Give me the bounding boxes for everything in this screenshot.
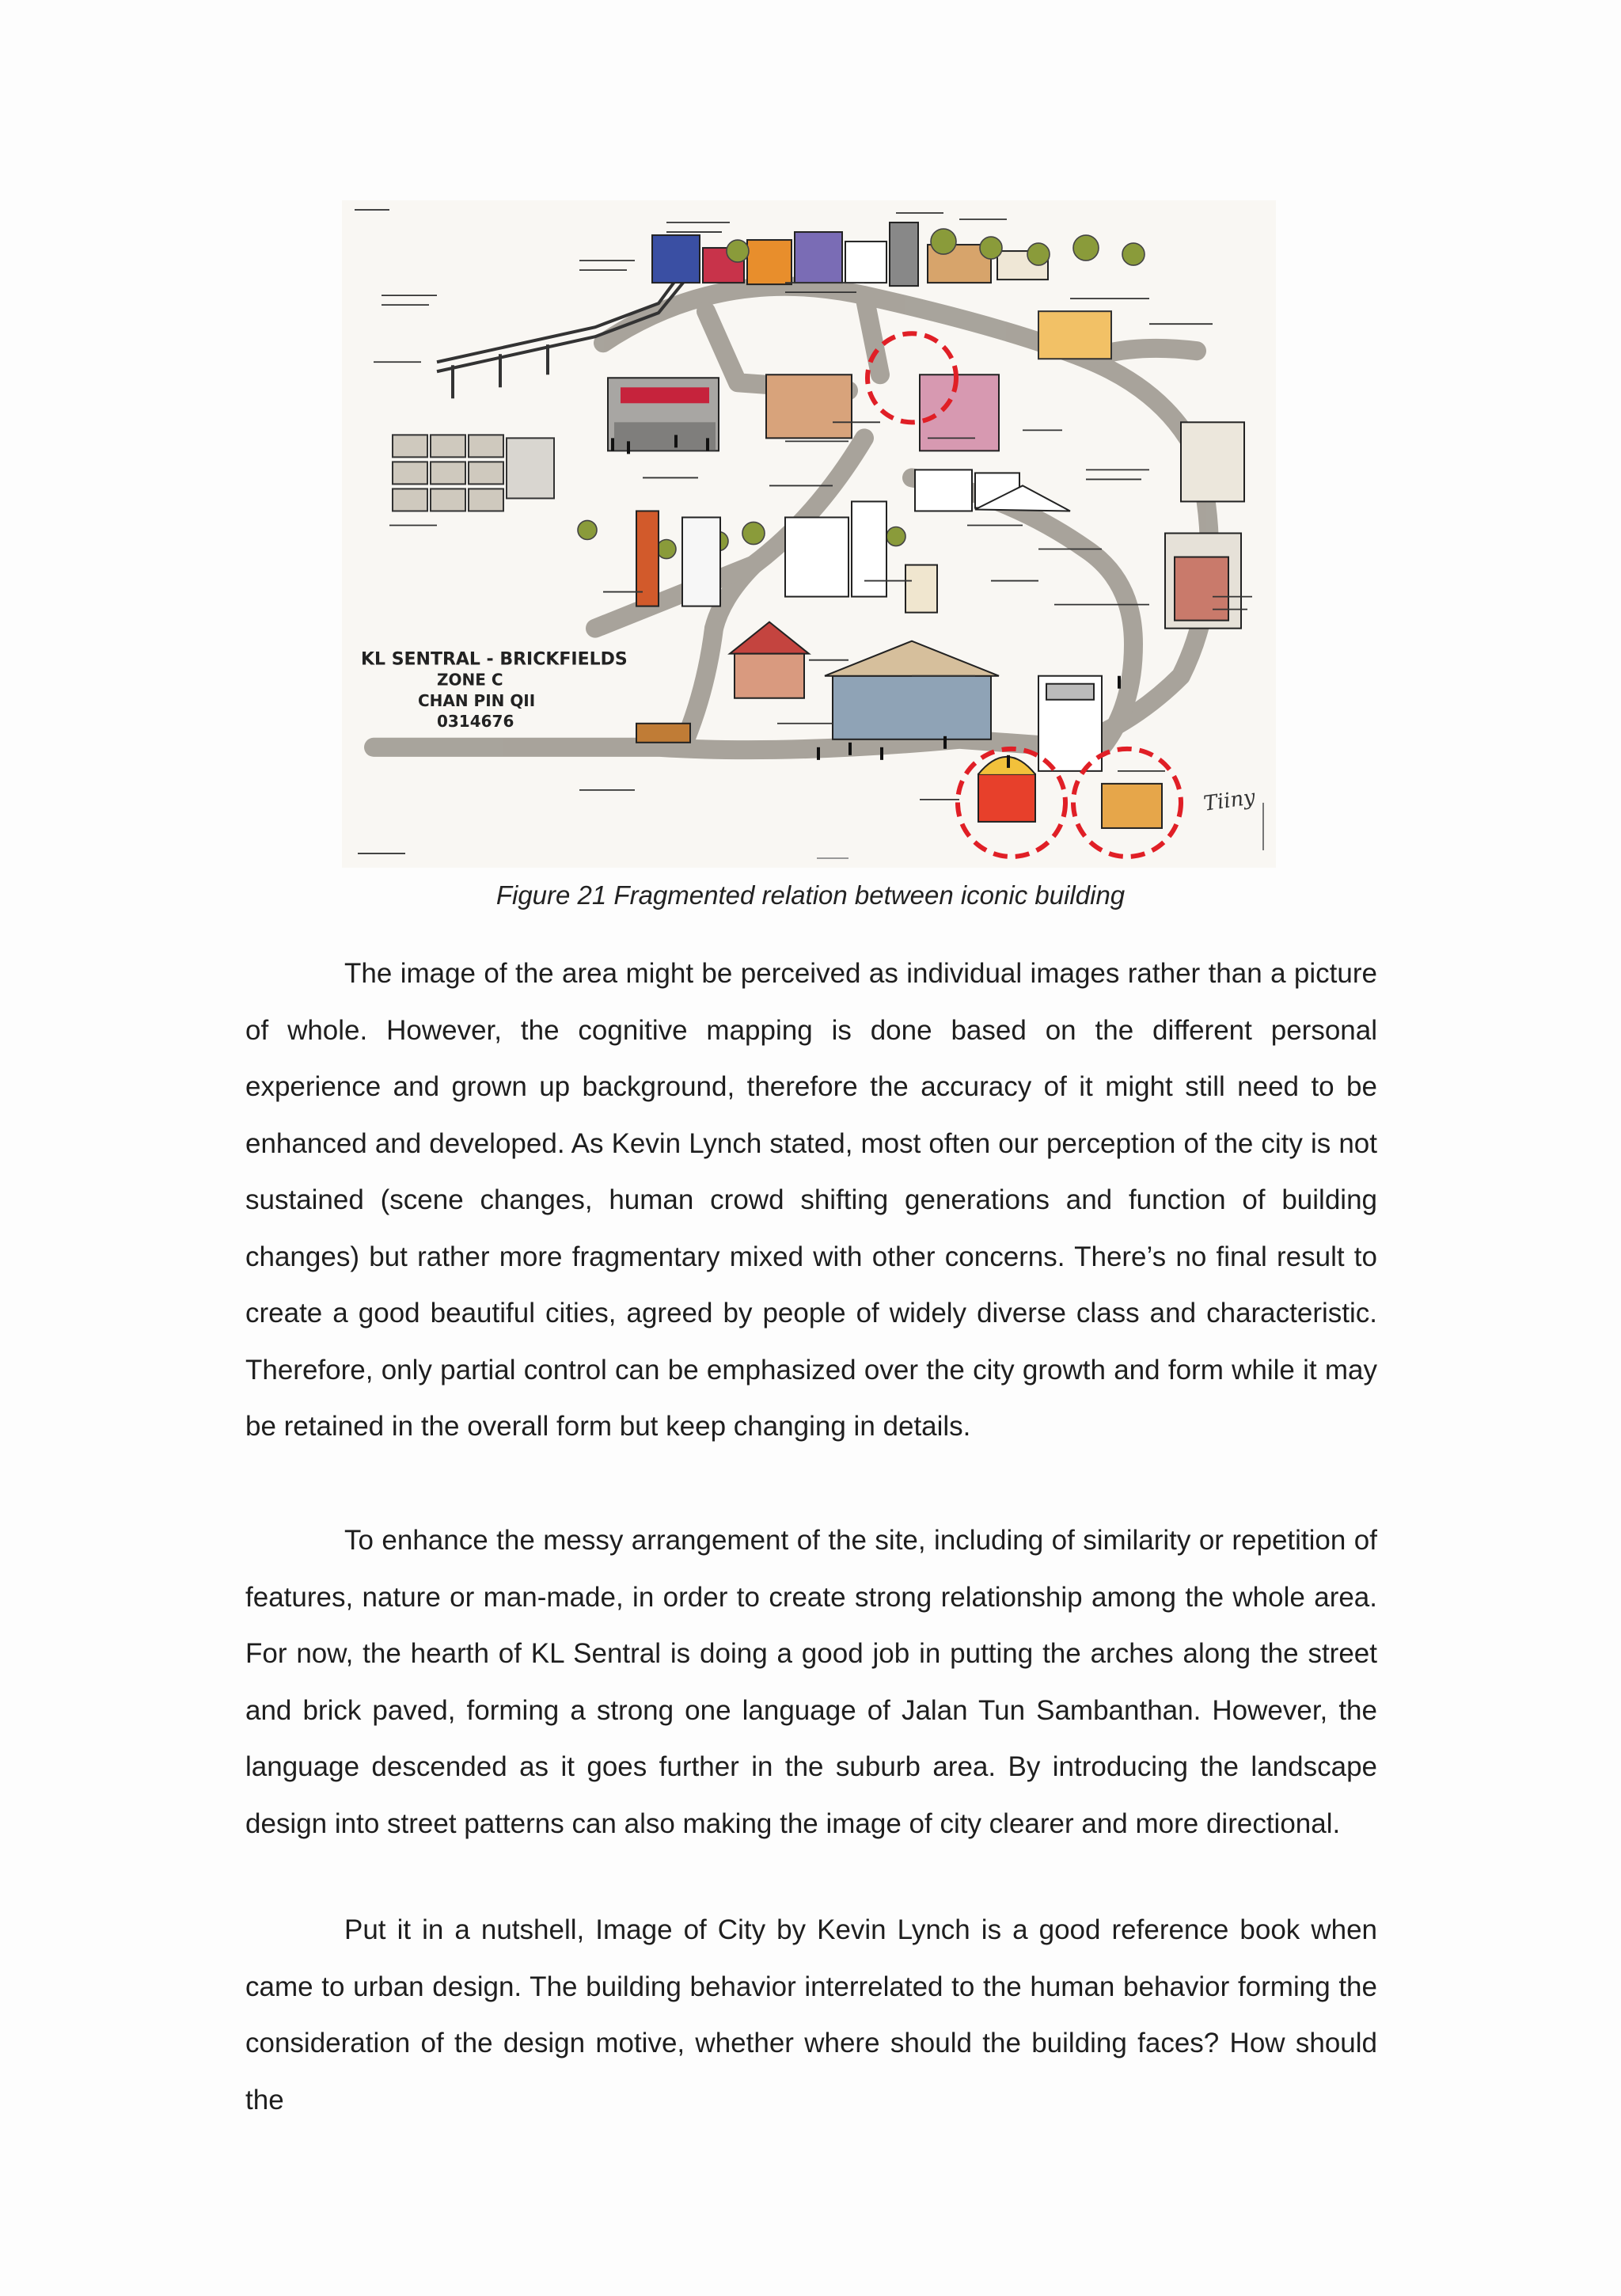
sketch-title-line-1: KL SENTRAL - BRICKFIELDS: [361, 649, 628, 670]
cognitive-map-figure: [342, 200, 1276, 868]
body-paragraph-3: Put it in a nutshell, Image of City by Kevin Lynch is a good reference book when came to urban design. The building behavior interrelated to the human behavior forming the consideration of the design motive, whether where should the building faces? How should the: [245, 1914, 1377, 2115]
body-paragraph-1: The image of the area might be perceived as individual images rather than a picture of whole. However, the cognitive mapping is done based on the different personal experience and grown up background, therefore the accuracy of it might still need to be enhanced and developed. As Kevin Lynch stated, most often our perception of the city is not sustained (scene changes, human crowd shifting generations and function of building changes) but rather more fragmentary mixed with other concerns. There’s no final result to create a good beautiful cities, agreed by people of widely diverse class and characteristic. Therefore, only partial control can be emphasized over the city growth and form while it may be retained in the overall form but keep changing in details.: [245, 958, 1377, 1442]
sketch-title-line-2: ZONE C: [437, 670, 503, 690]
figure-caption: Figure 21 Fragmented relation between iconic building: [495, 880, 1126, 910]
sketch-title-line-4: 0314676: [437, 711, 514, 731]
body-paragraph-2: To enhance the messy arrangement of the site, including of similarity or repetition of features, nature or man-made, in order to create strong relationship among the whole area. For now, the hearth of KL Sentral is doing a good job in putting the arches along the street and brick paved, forming a strong one language of Jalan Tun Sambanthan. However, the language descended as it goes further in the suburb area. By introducing the landscape design into street patterns can also making the image of city clearer and more directional.: [245, 1525, 1377, 1839]
cognitive-map-sketch: [342, 200, 1276, 868]
kl-sentral-building: [608, 378, 719, 450]
sketch-signature: Tiiny: [1202, 785, 1257, 816]
sketch-title-line-3: CHAN PIN QII: [418, 690, 536, 710]
